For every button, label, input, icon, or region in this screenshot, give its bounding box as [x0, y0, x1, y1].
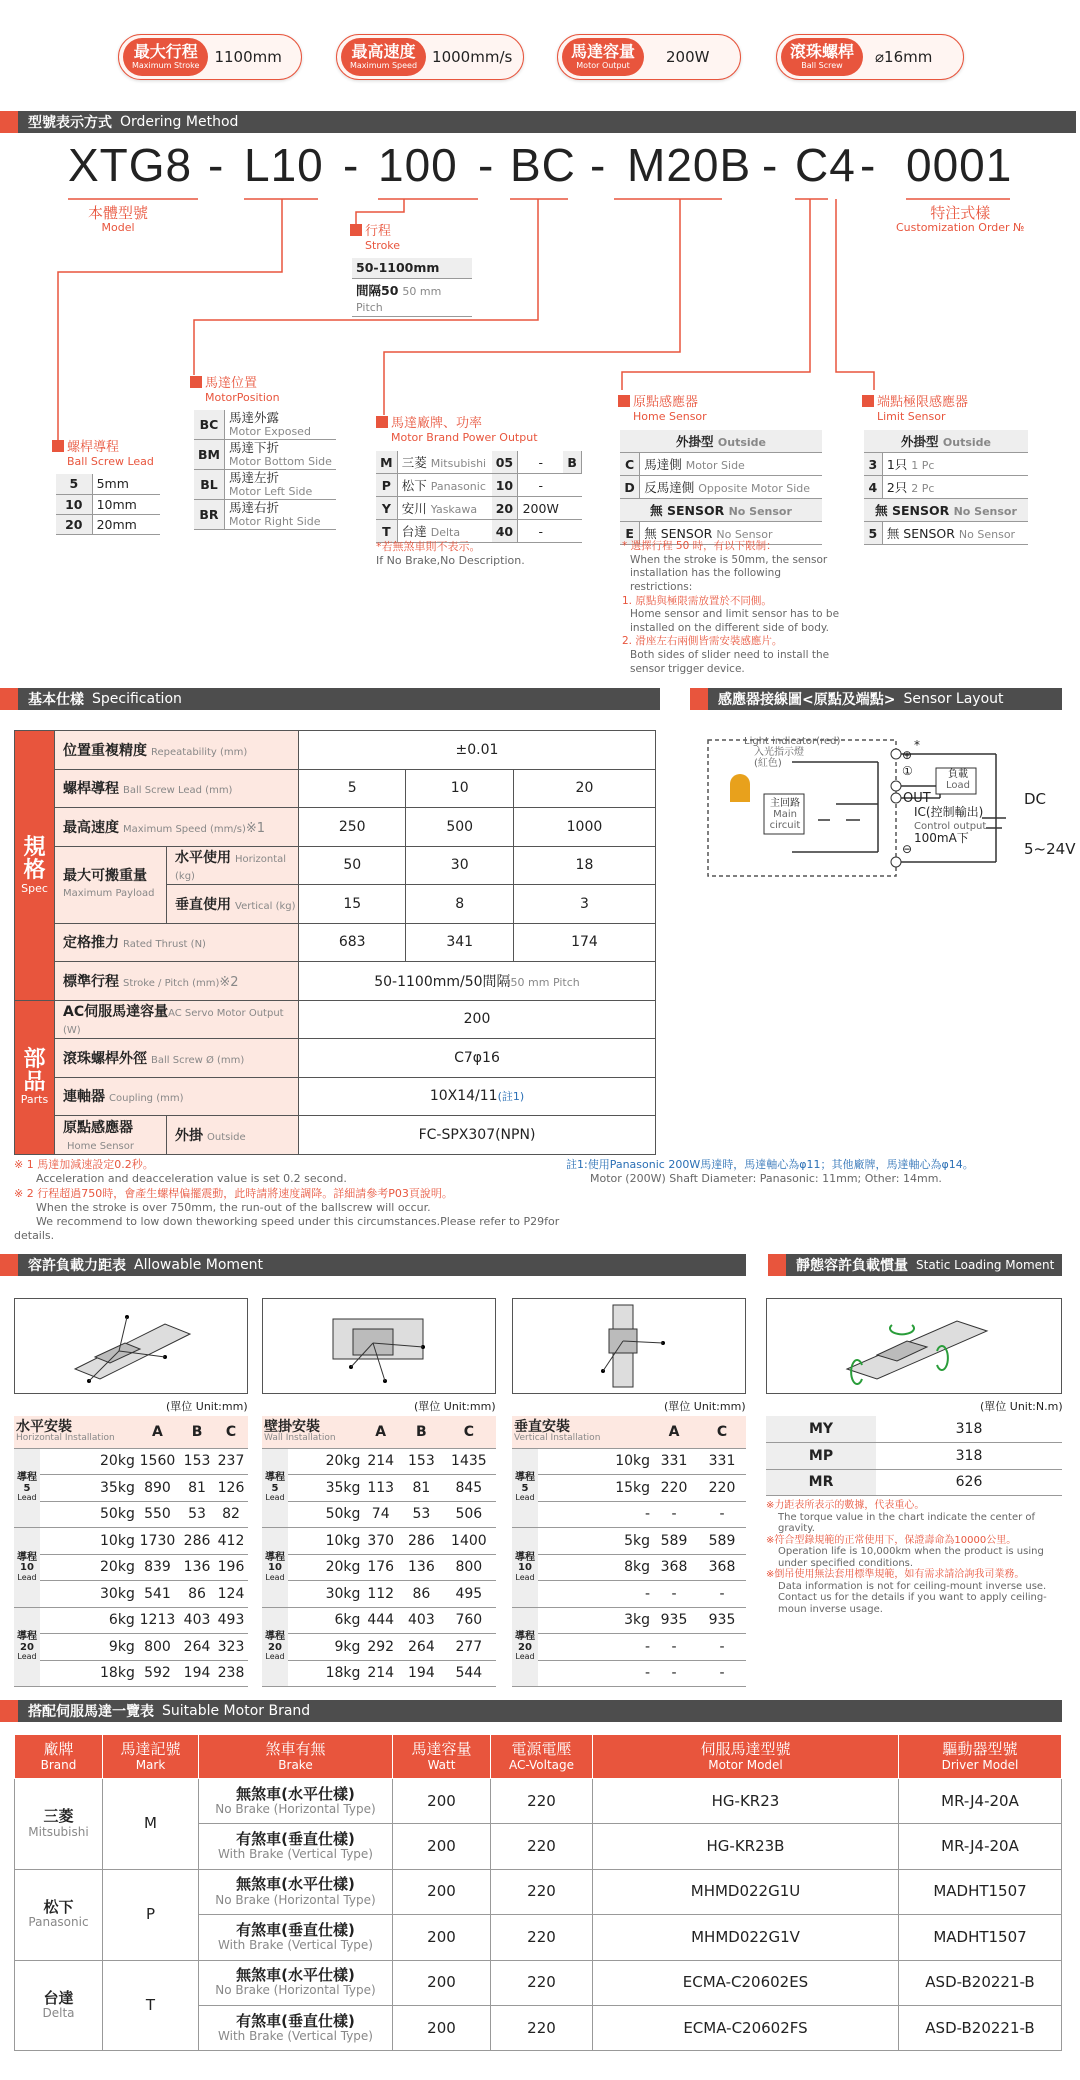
table-cell: 220 [491, 1960, 593, 2005]
table-row [262, 1528, 496, 1555]
table-cell: 368 [698, 1554, 746, 1581]
stroke-label: 行程 Stroke [350, 224, 400, 253]
table-cell: - [538, 1634, 650, 1661]
table-cell: 214 [360, 1660, 401, 1687]
model-label: 本體型號 Model [88, 204, 149, 235]
table-row [15, 1960, 1062, 2005]
sensor-one: ① [902, 764, 913, 778]
table-cell: 50kg [288, 1501, 360, 1528]
table-cell: 153 [401, 1448, 442, 1475]
table-cell: 589 [650, 1528, 698, 1555]
table-cell: - [650, 1501, 698, 1528]
table-cell: 9kg [288, 1634, 360, 1661]
table-cell: ECMA-C20602FS [593, 2005, 899, 2050]
table-row [512, 1475, 746, 1502]
table-cell: 495 [442, 1581, 496, 1608]
table-row [512, 1501, 746, 1528]
table-row [15, 1869, 1062, 1914]
table-cell: 292 [360, 1634, 401, 1661]
moment-header: 容許負載力距表 Allowable Moment [0, 1254, 746, 1276]
table-cell: 20kg [288, 1554, 360, 1581]
table-cell: 136 [401, 1554, 442, 1581]
mark-cell: T [103, 1960, 199, 2051]
table-cell: 220 [491, 1869, 593, 1914]
table-row [14, 1634, 248, 1661]
table-cell: 1435 [442, 1448, 496, 1475]
lead-table: 5 5mm 10 10mm 20 20mm [56, 474, 160, 535]
pill-screw: 滾珠螺桿 Ball Screw ⌀16mm [776, 34, 964, 80]
table-cell: 264 [401, 1634, 442, 1661]
sensor-voltage-label: 5~24V [1024, 840, 1076, 858]
table-cell: 1400 [442, 1528, 496, 1555]
lead-group-label: 導程 5 Lead [14, 1448, 40, 1528]
static-notes: ※力距表所表示的數據，代表重心。 The torque value in the chart indicate the center of gravity. ※符合型錄規範的正常使用下，保證壽命為10000公里。 Operation life is 10,000km when the product is using under specified conditions. ※倒吊使用無法套用標準規範，如有需求請洽詢我司業務。 Data information is not for ceiling-mount inverse use. Contact us for the details if you want to apply ceiling-moun inverse usage. [766, 1500, 1047, 1615]
table-cell: 30kg [288, 1581, 360, 1608]
table-row [512, 1581, 746, 1608]
sensor-out-label: OUT [903, 791, 931, 806]
ordering-header: 型號表示方式 Ordering Method [0, 111, 1076, 133]
table-cell: 53 [180, 1501, 214, 1528]
table-cell: 136 [180, 1554, 214, 1581]
table-cell: ASD-B20221-B [899, 2005, 1062, 2050]
table-cell: 238 [214, 1660, 248, 1687]
limit-sensor-table: 外掛型 Outside 3 1只 1 Pc 4 2只 2 Pc 無 SENSOR No Sensor 5 無 SENSOR No Sensor [864, 430, 1028, 545]
table-cell: 1730 [135, 1528, 180, 1555]
table-cell: 200 [393, 1779, 491, 1824]
table-cell: 370 [360, 1528, 401, 1555]
table-row [14, 1448, 248, 1475]
table-cell: 220 [698, 1475, 746, 1502]
brand-note: *若無煞車則不表示。 If No Brake,No Description. [376, 540, 525, 568]
table-cell: 800 [442, 1554, 496, 1581]
stroke-table: 50-1100mm 間隔50 50 mm Pitch [352, 258, 472, 317]
table-cell: 493 [214, 1607, 248, 1634]
brake-cell: 有煞車(垂直仕樣) With Brake (Vertical Type) [199, 1824, 393, 1869]
table-cell: 20kg [40, 1448, 135, 1475]
table-cell: 444 [360, 1607, 401, 1634]
brand-cell: 松下 Panasonic [15, 1869, 103, 1960]
sensor-star: * [914, 738, 920, 752]
lead-group-label: 導程 5 Lead [512, 1448, 538, 1528]
table-cell: MR-J4-20A [899, 1779, 1062, 1824]
table-row [262, 1581, 496, 1608]
table-cell: 35kg [288, 1475, 360, 1502]
table-row [262, 1475, 496, 1502]
lead-group-label: 導程 20 Lead [262, 1607, 288, 1687]
table-cell: 550 [135, 1501, 180, 1528]
table-cell: 20kg [40, 1554, 135, 1581]
table-cell: 10kg [538, 1448, 650, 1475]
table-cell: MADHT1507 [899, 1869, 1062, 1914]
table-cell: - [698, 1581, 746, 1608]
table-cell: 196 [214, 1554, 248, 1581]
table-cell: 53 [401, 1501, 442, 1528]
table-row [262, 1501, 496, 1528]
limit-sensor-label: 端點極限感應器 Limit Sensor [862, 395, 968, 424]
table-cell: 74 [360, 1501, 401, 1528]
table-row [512, 1554, 746, 1581]
table-cell: 220 [650, 1475, 698, 1502]
table-cell: 50kg [40, 1501, 135, 1528]
table-cell: HG-KR23 [593, 1779, 899, 1824]
table-cell: 323 [214, 1634, 248, 1661]
wall-moment-table: 壁掛安裝 Wall Installation A B C 導程 5 Lead 20kg 214 153 1435 35kg 113 81 845 50kg 74 53 506 導程 10 Lead 10kg 370 286 1400 20kg 176 136 800 30kg 112 86 495 導程 20 Lead 6kg 444 403 760 9kg 292 264 277 18kg 214 194 544 [262, 1416, 496, 1687]
moment-unit-1: (單位 Unit:mm) [166, 1400, 248, 1413]
brake-cell: 有煞車(垂直仕樣) With Brake (Vertical Type) [199, 1915, 393, 1960]
custom-label: 特注式樣 Customization Order № [896, 204, 1025, 235]
moment-unit-2: (單位 Unit:mm) [414, 1400, 496, 1413]
table-cell: MHMD022G1U [593, 1869, 899, 1914]
table-row [512, 1634, 746, 1661]
moment-unit-3: (單位 Unit:mm) [664, 1400, 746, 1413]
table-cell: MHMD022G1V [593, 1915, 899, 1960]
table-cell: 18kg [40, 1660, 135, 1687]
table-cell: 286 [401, 1528, 442, 1555]
table-cell: 277 [442, 1634, 496, 1661]
table-row [262, 1634, 496, 1661]
table-cell: - [698, 1501, 746, 1528]
table-cell: MR-J4-20A [899, 1824, 1062, 1869]
table-cell: ASD-B20221-B [899, 1960, 1062, 2005]
table-cell: 20kg [288, 1448, 360, 1475]
sensor-light-label: Light indicator(red) 入光指示燈(紅色) [744, 736, 841, 769]
table-cell: - [650, 1660, 698, 1687]
table-cell: 153 [180, 1448, 214, 1475]
table-cell: HG-KR23B [593, 1824, 899, 1869]
table-cell: 1560 [135, 1448, 180, 1475]
spec-table: 規格 Spec 位置重複精度 Repeatability (mm) ±0.01 螺桿導程 Ball Screw Lead (mm) 5 10 20 最高速度 Maximum Speed (mm/s)※1 250 500 1000 最大可搬重量 Maximum Payload 水平使用 Horizontal (kg) 50 30 18 垂直使用 Vertical (kg) 15 8 3 定格推力 Rated Thrust (N) 683 341 174 標準行程 Stroke / Pitch (mm)※2 50-1100mm/50間隔50 mm Pitch 部品 Parts AC伺服馬達容量AC Servo Motor Output (W) 200 滾珠螺桿外徑 Ball Screw Ø (mm) C7φ16 連軸器 Coupling (mm) 10X14/11(註1) 原點感應器Home Sensor 外掛 Outside FC-SPX307(NPN) [14, 730, 656, 1155]
lead-group-label: 導程 5 Lead [262, 1448, 288, 1528]
brake-cell: 無煞車(水平仕樣) No Brake (Horizontal Type) [199, 1779, 393, 1824]
table-cell: 194 [180, 1660, 214, 1687]
table-row [262, 1448, 496, 1475]
table-cell: 18kg [288, 1660, 360, 1687]
table-cell: 113 [360, 1475, 401, 1502]
table-cell: ECMA-C20602ES [593, 1960, 899, 2005]
brand-table: M 三菱 Mitsubishi 05 - B P 松下 Panasonic 10 - Y 安川 Yaskawa 20 200W T 台達 Delta 40 - [376, 451, 582, 543]
wall-mount-diagram [262, 1298, 496, 1394]
table-cell: 237 [214, 1448, 248, 1475]
table-row [262, 1660, 496, 1687]
sensor-plus: ⊕ [902, 748, 913, 762]
pill-motor: 馬達容量 Motor Output 200W [557, 34, 741, 80]
brake-cell: 有煞車(垂直仕樣) With Brake (Vertical Type) [199, 2005, 393, 2050]
sensor-load-label: 負載 Load [946, 769, 970, 791]
table-cell: 214 [360, 1448, 401, 1475]
sensor-layout-header: 感應器接線圖<原點及端點> Sensor Layout [690, 688, 1062, 710]
table-cell: 845 [442, 1475, 496, 1502]
table-row [14, 1475, 248, 1502]
table-row [262, 1554, 496, 1581]
table-cell: 30kg [40, 1581, 135, 1608]
table-cell: - [650, 1634, 698, 1661]
table-cell: 15kg [538, 1475, 650, 1502]
vertical-moment-table: 垂直安裝 Vertical Installation A C 導程 5 Lead 10kg 331 331 15kg 220 220 - - - 導程 10 Lead 5kg 589 589 8kg 368 368 - - - 導程 20 Lead 3kg 935 935 - - - - - - [512, 1416, 746, 1687]
table-cell: 220 [491, 2005, 593, 2050]
table-cell: MADHT1507 [899, 1915, 1062, 1960]
table-cell: 176 [360, 1554, 401, 1581]
table-cell: 9kg [40, 1634, 135, 1661]
table-cell: 935 [650, 1607, 698, 1634]
table-cell: 220 [491, 1779, 593, 1824]
table-row [512, 1448, 746, 1475]
table-cell: 412 [214, 1528, 248, 1555]
spec-notes: ※ 1 馬達加減速設定0.2秒。 Acceleration and deacceleration value is set 0.2 second. ※ 2 行程超過750時，會產生螺桿偏擺震動，此時請將速度調降。詳細請參考P03頁說明。 When the stroke is over 750mm, the run-out of the ballscrew will occur. We recommend to low down theworking speed under this circumstances.Please refer to P29for details. [14, 1158, 560, 1243]
table-cell: 760 [442, 1607, 496, 1634]
table-cell: 264 [180, 1634, 214, 1661]
table-cell: 890 [135, 1475, 180, 1502]
table-cell: 112 [360, 1581, 401, 1608]
brand-cell: 台達 Delta [15, 1960, 103, 2051]
table-cell: 589 [698, 1528, 746, 1555]
table-cell: 8kg [538, 1554, 650, 1581]
table-cell: 200 [393, 1869, 491, 1914]
table-cell: 10kg [288, 1528, 360, 1555]
spec-header: 基本仕樣 Specification [0, 688, 660, 710]
table-cell: 839 [135, 1554, 180, 1581]
position-label: 馬達位置 MotorPosition [190, 376, 280, 405]
brand-cell: 三菱 Mitsubishi [15, 1779, 103, 1870]
table-cell: 544 [442, 1660, 496, 1687]
horizontal-mount-diagram [14, 1298, 248, 1394]
lead-group-label: 導程 10 Lead [512, 1528, 538, 1608]
table-cell: 81 [401, 1475, 442, 1502]
home-sensor-notes: * 選擇行程 50 時，有以下限制： When the stroke is 50mm, the sensor installation has the following restrictions: 1. 原點與極限需放置於不同側。 Home sensor and limit sensor has to be installed on the different side of body. 2. 滑座左右兩側皆需安裝感應片。 Both sides of slider need to install the sensor trigger device. [622, 540, 840, 675]
pill-stroke: 最大行程 Maximum Stroke 1100mm [118, 34, 302, 80]
table-row [512, 1607, 746, 1634]
table-cell: 86 [401, 1581, 442, 1608]
table-cell: 200 [393, 1824, 491, 1869]
static-header: 靜態容許負載慣量 Static Loading Moment [768, 1254, 1062, 1276]
lead-group-label: 導程 10 Lead [262, 1528, 288, 1608]
table-row [14, 1528, 248, 1555]
table-row [15, 1779, 1062, 1824]
mark-cell: P [103, 1869, 199, 1960]
table-cell: - [650, 1581, 698, 1608]
table-cell: - [538, 1660, 650, 1687]
table-cell: 331 [650, 1448, 698, 1475]
table-cell: - [698, 1660, 746, 1687]
motor-header: 搭配伺服馬達一覽表 Suitable Motor Brand [0, 1700, 1062, 1722]
mark-cell: M [103, 1779, 199, 1870]
table-cell: 86 [180, 1581, 214, 1608]
table-row [14, 1607, 248, 1634]
horizontal-moment-table: 水平安裝 Horizontal Installation A B C 導程 5 Lead 20kg 1560 153 237 35kg 890 81 126 50kg 550 53 82 導程 10 Lead 10kg 1730 286 412 20kg 839 136 196 30kg 541 86 124 導程 20 Lead 6kg 1213 403 493 9kg 800 264 323 18kg 592 194 238 [14, 1416, 248, 1687]
table-cell: 368 [650, 1554, 698, 1581]
table-cell: 3kg [538, 1607, 650, 1634]
table-cell: - [538, 1501, 650, 1528]
motor-table: 廠牌 Brand 馬達記號 Mark 煞車有無 Brake 馬達容量 Watt 電源電壓 AC-Voltage 伺服馬達型號 Motor Model 驅動器型號 Driver Model 三菱 Mitsubishi M 無煞車(水平仕樣) No Brake (Horizontal Type) 200 220 HG-KR23 MR-J4-20A 有煞車(垂直仕樣) With Brake (Vertical Type) 200 220 HG-KR23B MR-J4-20A 松下 Panasonic P 無煞車(水平仕樣) No Brake (Horizontal Type) 200 220 MHMD022G1U MADHT1507 有煞車(垂直仕樣) With Brake (Vertical Type) 200 220 MHMD022G1V MADHT1507 台達 Delta T 無煞車(水平仕樣) No Brake (Horizontal Type) 200 220 ECMA-C20602ES ASD-B20221-B 有煞車(垂直仕樣) With Brake (Vertical Type) 200 220 ECMA-C20602FS ASD-B20221-B [14, 1734, 1062, 2051]
sensor-ic-label: IC(控制輸出) Control output 100mA下 [914, 805, 987, 846]
table-row [14, 1501, 248, 1528]
static-unit: (單位 Unit:N.m) [980, 1400, 1063, 1413]
table-cell: 1213 [135, 1607, 180, 1634]
home-sensor-label: 原點感應器 Home Sensor [618, 395, 707, 424]
table-cell: 82 [214, 1501, 248, 1528]
table-row [14, 1581, 248, 1608]
table-cell: 506 [442, 1501, 496, 1528]
table-cell: 81 [180, 1475, 214, 1502]
vertical-mount-diagram [512, 1298, 746, 1394]
table-cell: 331 [698, 1448, 746, 1475]
table-cell: 124 [214, 1581, 248, 1608]
table-cell: 35kg [40, 1475, 135, 1502]
table-row [512, 1660, 746, 1687]
static-moment-diagram [766, 1298, 1062, 1394]
table-cell: 800 [135, 1634, 180, 1661]
position-table: BC 馬達外露 Motor Exposed BM 馬達下折 Motor Bottom Side BL 馬達左折 Motor Left Side BR 馬達右折 Motor Right Side [194, 410, 336, 530]
table-cell: 200 [393, 2005, 491, 2050]
table-cell: 126 [214, 1475, 248, 1502]
table-cell: 200 [393, 1960, 491, 2005]
table-cell: - [538, 1581, 650, 1608]
table-cell: 403 [180, 1607, 214, 1634]
sensor-dc-label: DC [1024, 790, 1047, 808]
table-cell: 6kg [288, 1607, 360, 1634]
home-sensor-table: 外掛型 Outside C 馬達側 Motor Side D 反馬達側 Opposite Motor Side 無 SENSOR No Sensor E 無 SENSOR No Sensor [620, 430, 822, 545]
lead-group-label: 導程 20 Lead [512, 1607, 538, 1687]
table-cell: 194 [401, 1660, 442, 1687]
table-row [512, 1528, 746, 1555]
table-cell: 220 [491, 1824, 593, 1869]
table-cell: - [698, 1634, 746, 1661]
lead-label: 螺桿導程 Ball Screw Lead [52, 440, 154, 469]
lead-group-label: 導程 20 Lead [14, 1607, 40, 1687]
sensor-main-label: 主回路 Main circuit [769, 798, 801, 831]
sensor-minus: ⊖ [902, 842, 913, 856]
table-cell: 286 [180, 1528, 214, 1555]
coupling-note: 註1:使用Panasonic 200W馬達時，馬達軸心為φ11；其他廠牌，馬達軸心為φ14。 Motor (200W) Shaft Diameter: Panasonic: 11mm; Other: 14mm. [566, 1158, 974, 1186]
pill-speed: 最高速度 Maximum Speed 1000mm/s [336, 34, 524, 80]
table-cell: 5kg [538, 1528, 650, 1555]
table-cell: 6kg [40, 1607, 135, 1634]
table-cell: 403 [401, 1607, 442, 1634]
static-moment-table: MY 318 MP 318 MR 626 [766, 1416, 1062, 1496]
table-cell: 592 [135, 1660, 180, 1687]
brand-label: 馬達廠牌、功率 Motor Brand Power Output [376, 416, 538, 445]
brake-cell: 無煞車(水平仕樣) No Brake (Horizontal Type) [199, 1960, 393, 2005]
table-cell: 935 [698, 1607, 746, 1634]
table-cell: 200 [393, 1915, 491, 1960]
table-row [262, 1607, 496, 1634]
brake-cell: 無煞車(水平仕樣) No Brake (Horizontal Type) [199, 1869, 393, 1914]
lead-group-label: 導程 10 Lead [14, 1528, 40, 1608]
table-row [14, 1554, 248, 1581]
table-cell: 220 [491, 1915, 593, 1960]
table-cell: 541 [135, 1581, 180, 1608]
table-cell: 10kg [40, 1528, 135, 1555]
table-row [14, 1660, 248, 1687]
